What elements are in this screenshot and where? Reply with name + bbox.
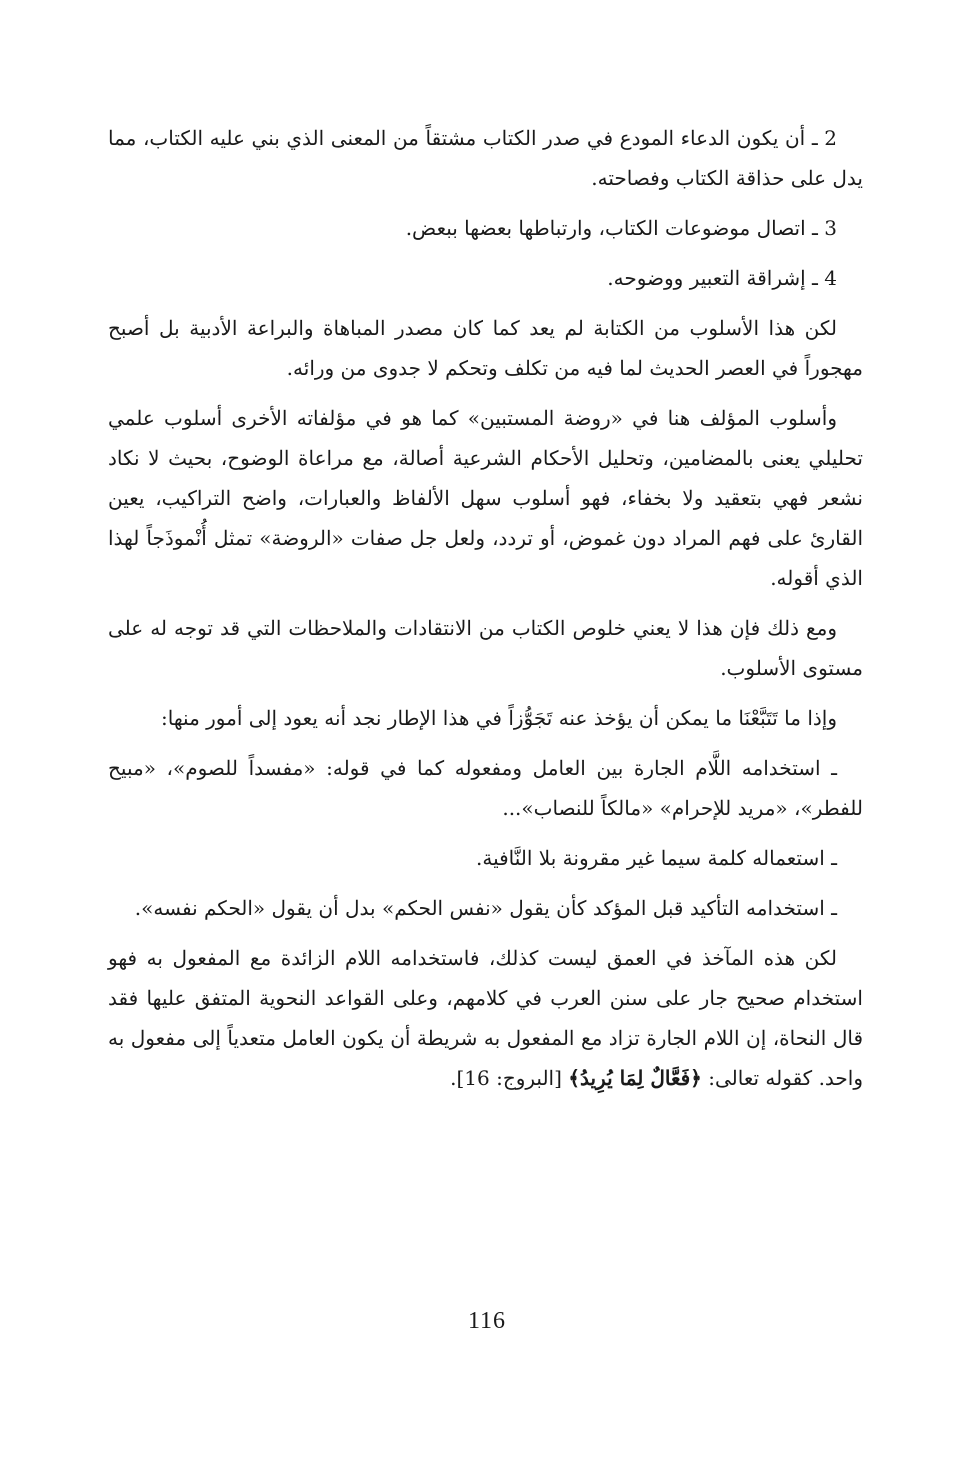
- list-item-3: 3 ـ اتصال موضوعات الكتاب، وارتباطها بعضها ببعض.: [405, 216, 837, 240]
- quran-reference: [البروج: 16].: [450, 1066, 562, 1090]
- issue-item-siyama: ـ استعماله كلمة سيما غير مقرونة بلا النَّافية.: [475, 846, 837, 870]
- issue-item-lam: ـ استخدامه اللَّام الجارة بين العامل ومفعوله كما في قوله: «مفسداً للصوم»، «مبيح للفطر»، «مريد للإحرام» «مالكاً للنصاب»...: [108, 756, 863, 820]
- page-number: 116: [467, 1308, 507, 1334]
- quran-verse: ﴿فَعَّالٌ لِمَا يُرِيدُ﴾: [568, 1066, 702, 1090]
- issue-item-emphasis: ـ استخدامه التأكيد قبل المؤكد كأن يقول «نفس الحكم» بدل أن يقول «الحكم نفسه».: [134, 896, 837, 920]
- paragraph-style-abandoned: لكن هذا الأسلوب من الكتابة لم يعد كما كان مصدر المباهاة والبراعة الأدبية بل أصبح مهجوراً في العصر الحديث لما فيه من تكلف وتحكم لا جدوى من ورائه.: [108, 316, 863, 380]
- paragraph-rebuttal: [108, 938, 863, 1098]
- rebuttal-text: لكن هذه المآخذ في العمق ليست كذلك، فاستخدامه اللام الزائدة مع المفعول به فهو استخدام صحيح جار على سنن العرب في كلامهم، وعلى القواعد النحوية المتفق عليها فقد قال النحاة، إن اللام الجارة تزاد مع المفعول به شريطة أن يكون العامل متعدياً إلى مفعول به واحد. كقوله تعالى:: [108, 946, 863, 1090]
- paragraph-author-style: وأسلوب المؤلف هنا في «روضة المستبين» كما هو في مؤلفاته الأخرى أسلوب علمي تحليلي يعنى بالمضامين، وتحليل الأحكام الشرعية أصالة، مع مراعاة الوضوح، بحيث لا نكاد نشعر فهي بتعقيد ولا بخفاء، فهو أسلوب سهل الألفاظ والعبارات، واضح التراكيب، يعين القارئ على فهم المراد دون غموض، أو تردد، ولعل جل صفات «الروضة» تمثل أُنْموذَجاً لهذا الذي أقوله.: [108, 406, 863, 590]
- paragraph-issues-intro: وإذا ما تَتَبَّعْنَا ما يمكن أن يؤخذ عنه تَجَوُّزاً في هذا الإطار نجد أنه يعود إلى أمور منها:: [160, 706, 837, 730]
- list-item-4: 4 ـ إشراقة التعبير ووضوحه.: [607, 266, 837, 290]
- list-item-2: 2 ـ أن يكون الدعاء المودع في صدر الكتاب مشتقاً من المعنى الذي بني عليه الكتاب، مما يدل على حذاقة الكتاب وفصاحته.: [108, 126, 863, 190]
- document-body: [108, 118, 863, 1108]
- paragraph-criticisms: ومع ذلك فإن هذا لا يعني خلوص الكتاب من الانتقادات والملاحظات التي قد توجه له على مستوى الأسلوب.: [108, 616, 863, 680]
